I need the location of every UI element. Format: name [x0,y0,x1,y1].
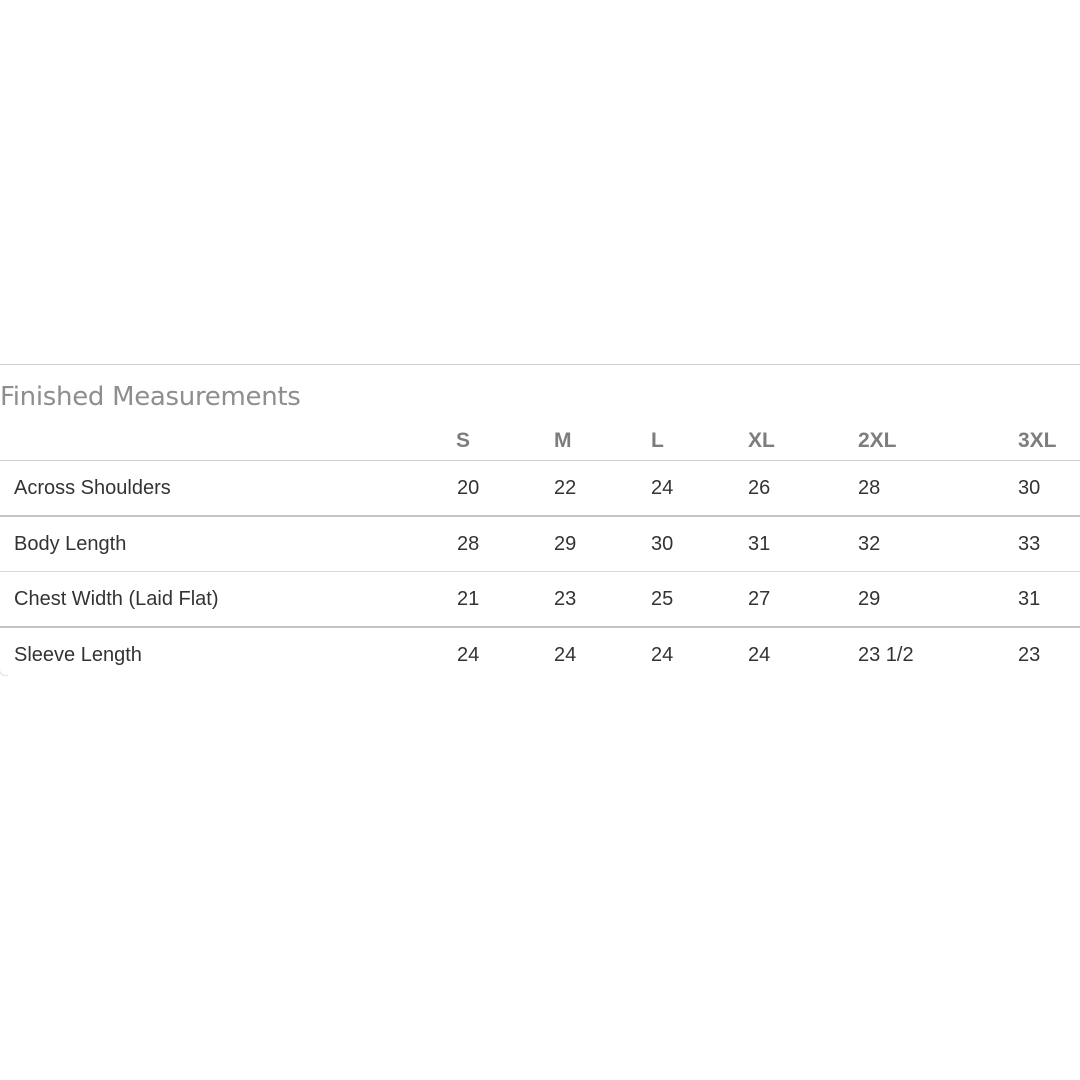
table-cell: 32 [858,533,881,555]
table-cell: 30 [651,533,674,555]
table-row-across-shoulders [0,460,1080,517]
table-row-body-length [0,516,1080,572]
row-label: Body Length [14,533,127,555]
row-label: Chest Width (Laid Flat) [14,588,219,610]
table-cell: 23 [1018,644,1041,666]
table-cell: 30 [1018,477,1041,499]
row-label: Sleeve Length [14,644,142,666]
table-cell: 24 [651,644,674,666]
table-row-sleeve-length [0,627,1080,682]
table-cell: 23 1/2 [858,644,914,666]
table-cell: 20 [457,477,480,499]
table-cell: 24 [651,477,674,499]
size-header-m: M [554,429,572,452]
table-cell: 28 [858,477,881,499]
chart-title: Finished Measurements [0,382,301,412]
row-label: Across Shoulders [14,477,171,499]
size-header-row [0,424,1080,461]
size-header-2xl: 2XL [858,429,897,452]
size-header-l: L [651,429,664,452]
table-cell: 24 [554,644,577,666]
table-cell: 33 [1018,533,1041,555]
table-cell: 24 [457,644,480,666]
table-cell: 28 [457,533,480,555]
table-cell: 22 [554,477,577,499]
size-header-s: S [456,429,471,452]
top-divider [0,364,1080,365]
table-cell: 29 [554,533,577,555]
size-header-xl: XL [748,429,775,452]
table-cell: 25 [651,588,674,610]
table-cell: 23 [554,588,577,610]
table-row-chest-width [0,571,1080,628]
table-cell: 29 [858,588,881,610]
table-cell: 31 [1018,588,1041,610]
table-cell: 27 [748,588,771,610]
table-cell: 26 [748,477,771,499]
table-cell: 24 [748,644,771,666]
size-header-3xl: 3XL [1018,429,1057,452]
table-cell: 21 [457,588,480,610]
table-cell: 31 [748,533,771,555]
